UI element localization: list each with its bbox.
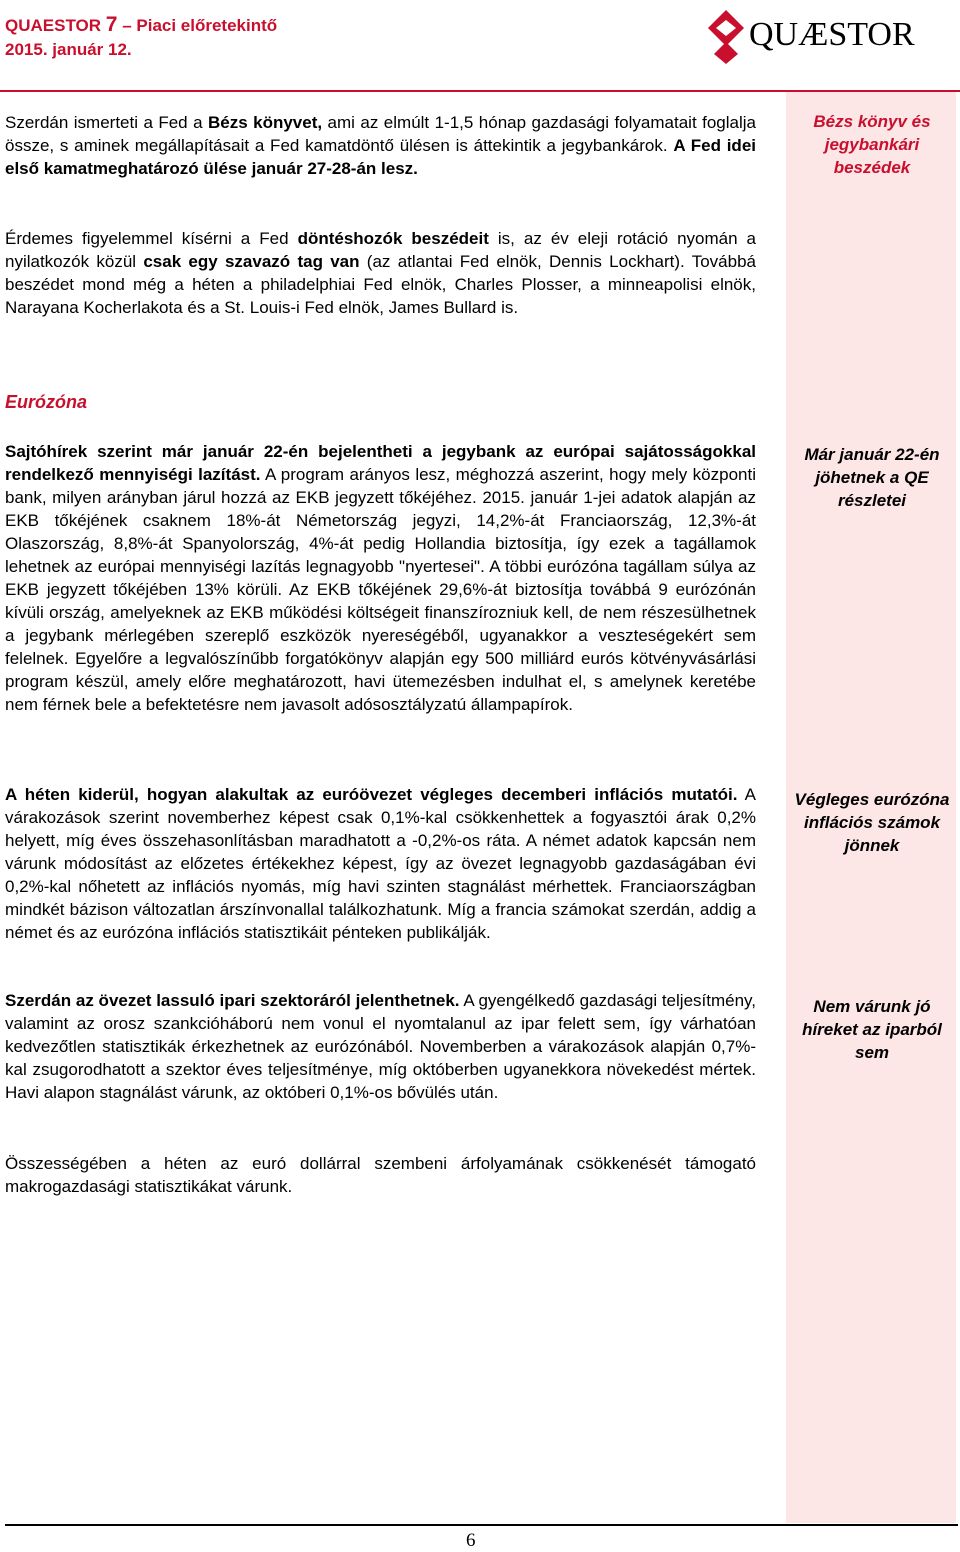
quaestor-logo (704, 6, 914, 66)
report-date: 2015. január 12. (5, 40, 132, 59)
page-header (0, 0, 960, 90)
report-number: 7 (105, 13, 118, 36)
eurozone-industry-paragraph: Szerdán az övezet lassuló ipari szektoráról jelenthetnek. A gyengélkedő gazdasági teljesítmény, valamint az orosz szankcióháború nem vonul el nyomtalanul az ipar felett sem, így várhatóan kedvezőtlen statisztikák érkezhetnek az eurózónából. Novemberben a várakozások alapján 0,7%-kal zsugorodhatott a szektor éves teljesítménye, míg októberben ugyanekkora növekedést mértek. Havi alapon stagnálást várunk, az októberi 0,1%-os bővülés után. (5, 991, 757, 1102)
side-note-industry: Nem várunk jó híreket az iparból sem (802, 997, 942, 1062)
footer-divider (5, 1524, 958, 1526)
logo-wordmark: QUÆSTOR (749, 16, 915, 53)
fed-beige-book-paragraph: Szerdán ismerteti a Fed a Bézs könyvet, ami az elmúlt 1-1,5 hónap gazdasági folyamatait foglalja össze, s aminek megállapításait a Fed kamatdöntő ülésen is áttekintik a jegybankárok. A Fed idei első kamatmeghatározó ülése január 27-28-án lesz. (5, 113, 756, 178)
report-title-suffix: – Piaci előretekintő (122, 16, 278, 35)
page-number: 6 (466, 1530, 476, 1551)
fed-speeches-paragraph: Érdemes figyelemmel kísérni a Fed döntéshozók beszédeit is, az év eleji rotáció nyomán a nyilatkozók közül csak egy szavazó tag van (az atlantai Fed elnök, Dennis Lockhart). Továbbá beszédet mond még a héten a philadelphiai Fed elnök, Charles Plosser, a minneapolisi elnök, Narayana Kocherlakota és a St. Louis-i Fed elnök, James Bullard is. (5, 229, 757, 317)
section-title-eurozone: Eurózóna (5, 392, 88, 412)
side-note-qe: Már január 22-én jöhetnek a QE részletei (804, 445, 940, 510)
report-title (5, 15, 277, 36)
side-note-inflation: Végleges eurózóna inflációs számok jönnek (794, 790, 950, 855)
eurozone-qe-paragraph: Sajtóhírek szerint már január 22-én bejelentheti a jegybank az európai sajátosságokkal rendelkező mennyiségi lazítást. A program arányos lesz, méghozzá aszerint, hogy mely központi bank, milyen arányban járul hozzá az EKB jegyzett tőkéjéhez. 2015. január 1-jei adatok alapján az EKB tőkéjének csaknem 18%-át Németország jegyzi, 14,2%-át Franciaország, 12,3%-át Olaszország, 8,8%-át Spanyolország, 4%-át pedig Hollandia biztosítja, így ezek a tagállamok lehetnek az európai mennyiségi lazítás legnagyobb "nyertesei". A többi eurózóna tagállam súlya az EKB jegyzett tőkéjében 13% körüli. Az EKB tőkéjének 29,6%-át biztosítja továbbá 9 eurózónán kívüli ország, amelyeknek az EKB működési költségeit finanszírozniuk kell, de nem részesülhetnek a jegybank mérlegében szereplő eszközök nyereségéből, ugyanakkor a veszteségekért sem felelnek. Egyelőre a legvalószínűbb forgatókönyv alapján egy 500 milliárd eurós kötvényvásárlási program készül, amely előre meghatározott, havi ütemezésben indulhat el, s amelynek keretébe nem férnek bele a befektetésre nem javasolt adósosztályzatú állampapírok. (5, 442, 756, 714)
report-title-prefix: QUAESTOR (5, 16, 102, 35)
eurozone-inflation-paragraph: A héten kiderül, hogyan alakultak az euróövezet végleges decemberi inflációs mutatói. A várakozások szerint novemberhez képest csak 0,1%-kal csökkenhettek a fogyasztói árak 0,2% helyett, míg éves összehasonlításban maradhatott a -0,2%-os ráta. A német adatok kapcsán nem várunk módosítást az előzetes értékekhez képest, így az övezet legnagyobb gazdaságában évi 0,2%-kal nőhetett az inflációs nyomás, míg havi szinten stagnálást mérhettek. Franciaországban mindkét bázison változatlan árszínvonallal találkozhatunk. Míg a francia számokat szerdán, addig a német és az eurózóna inflációs statisztikáit pénteken publikálják. (5, 785, 756, 942)
eurozone-summary-paragraph: Összességében a héten az euró dollárral szembeni árfolyamának csökkenését támogató makrogazdasági statisztikákat várunk. (5, 1154, 756, 1196)
side-note-beige-book: Bézs könyv és jegybankári beszédek (813, 112, 931, 177)
